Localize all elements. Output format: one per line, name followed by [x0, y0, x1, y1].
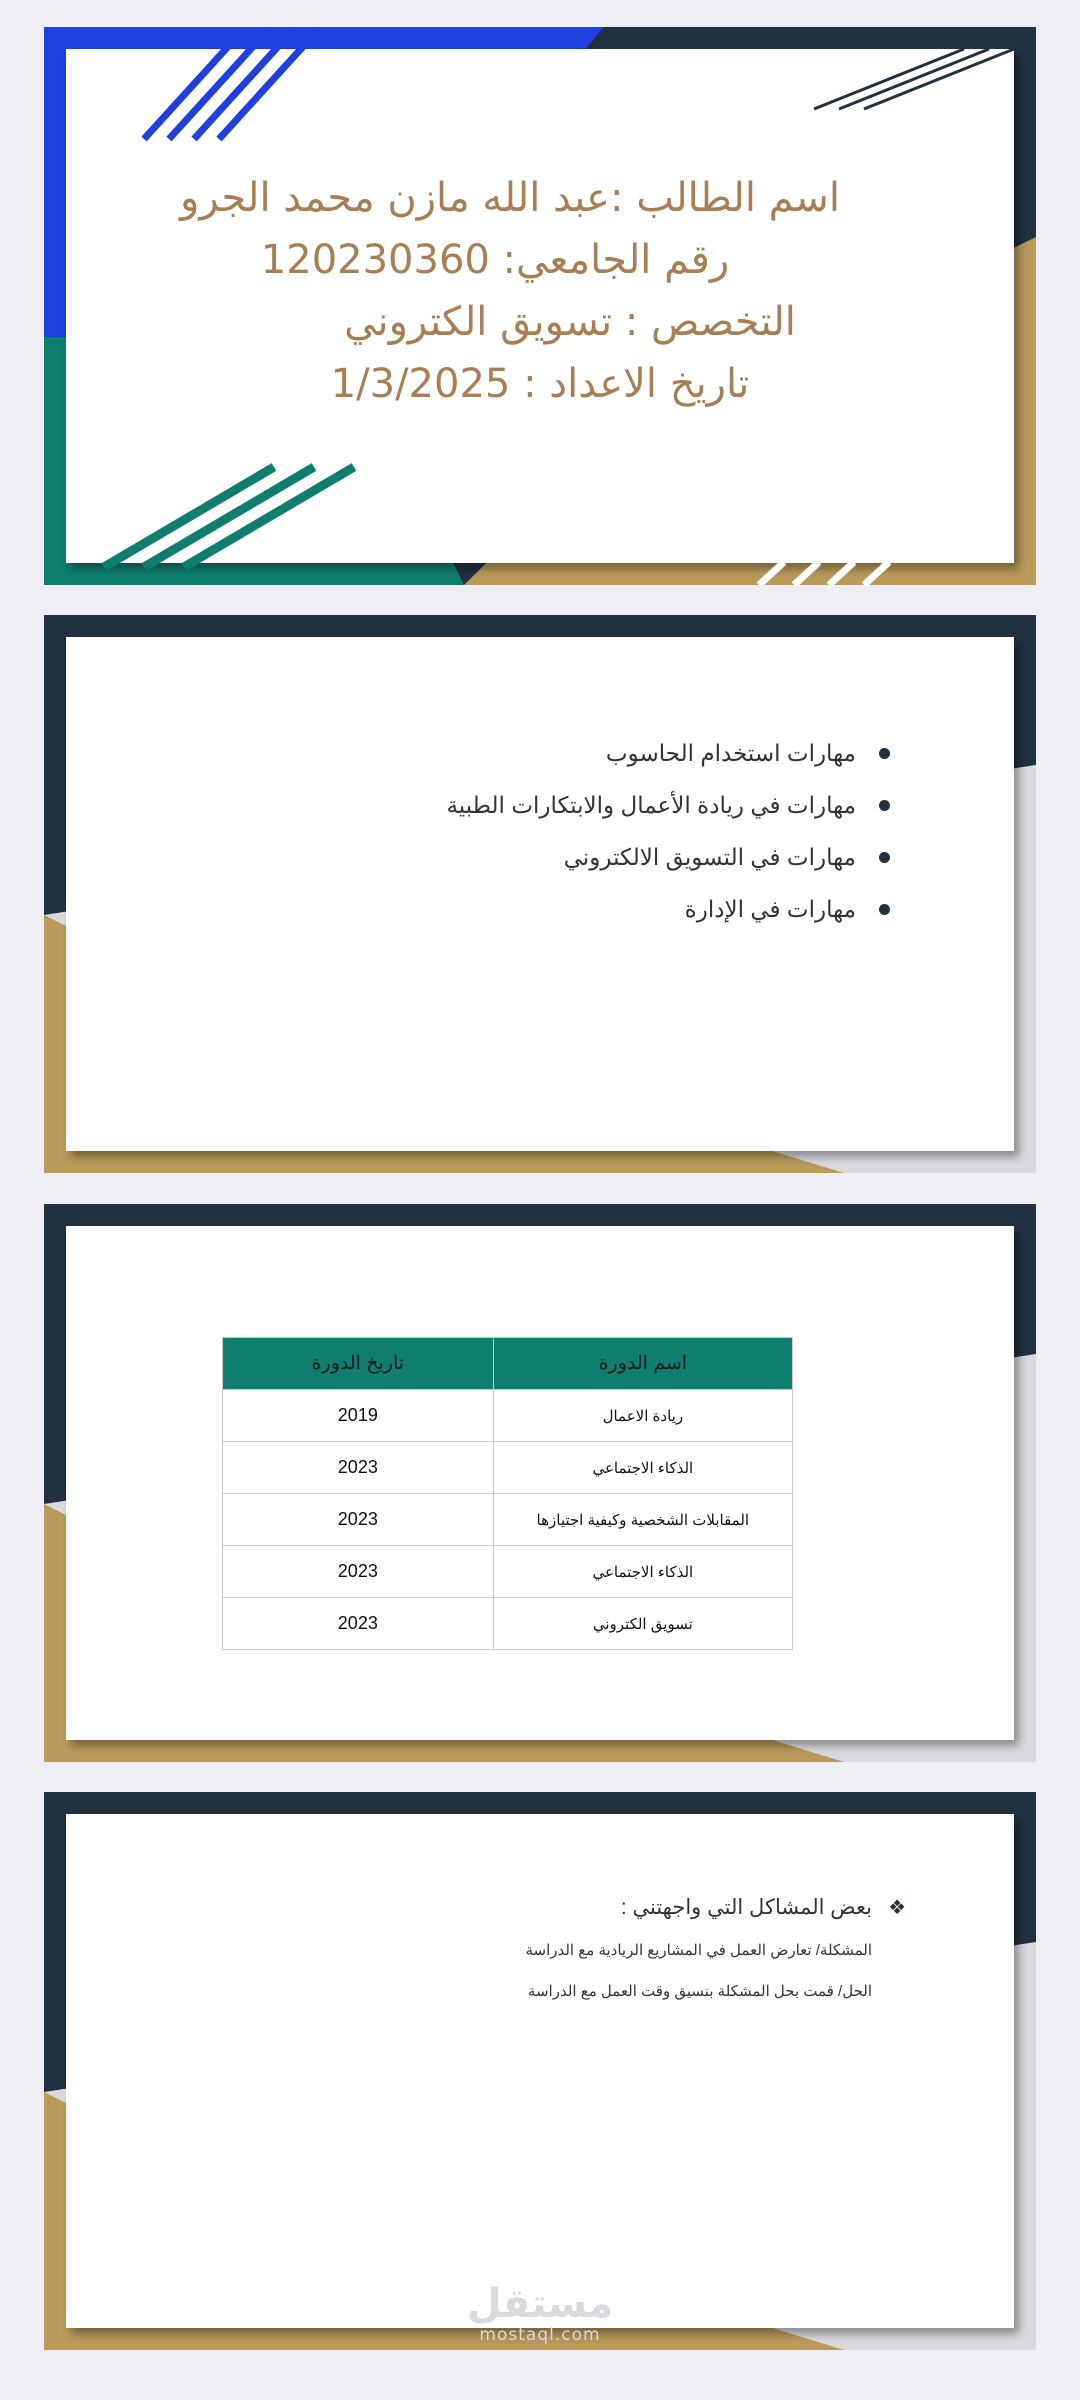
course-date-cell: 2023 [223, 1442, 494, 1494]
problems-heading: ❖ بعض المشاكل التي واجهتني : [525, 1886, 914, 1930]
bullet-icon [879, 904, 890, 915]
solution-text: الحل/ قمت بحل المشكلة بنسيق وقت العمل مع الدراسة [527, 1983, 872, 2000]
slide-problems-panel [66, 1814, 1014, 2328]
course-name-cell: الذكاء الاجتماعي [493, 1546, 792, 1598]
preparation-date: تاريخ الاعداد : 1/3/2025 [330, 361, 750, 407]
problems-section [525, 1886, 914, 2012]
column-header-course-name: اسم الدورة [493, 1338, 792, 1390]
skills-list [446, 727, 898, 935]
table-row [223, 1494, 793, 1546]
watermark [0, 2282, 1080, 2344]
slide-skills [44, 615, 1036, 1173]
list-item: مهارات في الإدارة [446, 883, 898, 935]
course-name-cell: الذكاء الاجتماعي [493, 1442, 792, 1494]
diamond-bullet-icon: ❖ [888, 1897, 906, 1919]
list-item: مهارات في ريادة الأعمال والابتكارات الطبية [446, 779, 898, 831]
list-item: مهارات في التسويق الالكتروني [446, 831, 898, 883]
problem-text: المشكلة/ تعارض العمل في المشاريع الريادية مع الدراسة [525, 1942, 872, 1959]
course-date-cell: 2023 [223, 1494, 494, 1546]
course-name-cell: ريادة الاعمال [493, 1390, 792, 1442]
column-header-course-date: تاريخ الدورة [223, 1338, 494, 1390]
courses-table [222, 1337, 793, 1650]
table-row [223, 1598, 793, 1650]
bullet-icon [879, 800, 890, 811]
course-date-cell: 2019 [223, 1390, 494, 1442]
slide-courses [44, 1204, 1036, 1762]
slide-skills-panel [66, 637, 1014, 1151]
university-id: رقم الجامعي: 120230360 [260, 237, 730, 283]
student-info-block [44, 167, 1036, 415]
table-row [223, 1442, 793, 1494]
watermark-logo-text: مستقل [466, 2281, 614, 2327]
course-date-cell: 2023 [223, 1546, 494, 1598]
course-name-cell: تسويق الكتروني [493, 1598, 792, 1650]
slide-courses-panel [66, 1226, 1014, 1740]
bullet-icon [879, 748, 890, 759]
course-name-cell: المقابلات الشخصية وكيفية اجتيازها [493, 1494, 792, 1546]
slide-title [44, 27, 1036, 585]
watermark-domain: mostaql.com [479, 2325, 601, 2345]
table-row [223, 1390, 793, 1442]
bullet-icon [879, 852, 890, 863]
slide-problems [44, 1792, 1036, 2350]
table-row [223, 1546, 793, 1598]
list-item: مهارات استخدام الحاسوب [446, 727, 898, 779]
major: التخصص : تسويق الكتروني [344, 299, 796, 345]
student-name: اسم الطالب :عبد الله مازن محمد الجرو [180, 175, 840, 221]
course-date-cell: 2023 [223, 1598, 494, 1650]
table-header-row [223, 1338, 793, 1390]
